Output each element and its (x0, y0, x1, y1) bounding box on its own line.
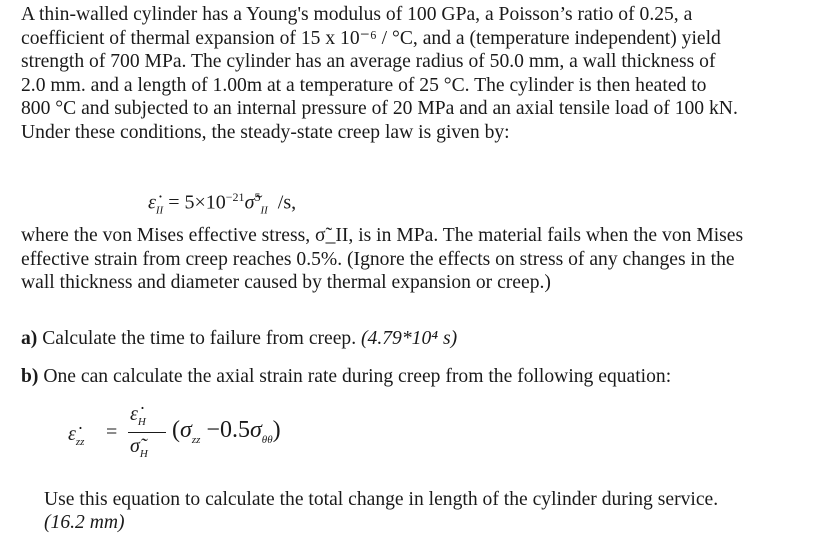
denominator-subscript: H (139, 448, 148, 460)
creep-law-equation (148, 190, 296, 217)
open-paren: ( (172, 417, 180, 443)
equals-sign: = (106, 421, 118, 443)
numerator-symbol: ε̇ (130, 403, 138, 425)
sigma-thetatheta-symbol: σ (249, 417, 262, 443)
strain-rate-subscript: II (155, 204, 164, 217)
minus-half: −0.5 (200, 417, 250, 443)
fraction-bar (128, 432, 166, 433)
conditions-line-2: effective strain from creep reaches 0.5%. (Ignore the effects on stress of any changes in the (21, 248, 735, 270)
axial-strain-rate-equation (68, 395, 328, 461)
axial-lhs-subscript: zz (75, 436, 85, 448)
creep-coefficient: = 5×10 (163, 191, 226, 214)
conditions-paragraph (21, 224, 811, 295)
part-b-answer: (16.2 mm) (44, 512, 125, 534)
part-a (21, 328, 457, 350)
intro-line-5: 800 °C and subjected to an internal pressure of 20 MPa and an axial tensile load of 100 kN. (21, 98, 738, 119)
part-a-label: a) (21, 328, 38, 349)
use-line-1: Use this equation to calculate the total change in length of the cylinder during service. (44, 488, 719, 510)
part-a-text: Calculate the time to failure from creep. (37, 328, 362, 349)
axial-strain-rate-symbol (68, 423, 84, 448)
use-equation-paragraph (44, 488, 718, 535)
intro-line-3: strength of 700 MPa. The cylinder has an average radius of 50.0 mm, a wall thickness of (21, 51, 716, 72)
fraction-denominator (130, 435, 148, 460)
conditions-line-1: where the von Mises effective stress, σ̃_II, is in MPa. The material fails when the von Mises (21, 225, 744, 246)
intro-line-4: 2.0 mm. and a length of 1.00m at a temperature of 25 °C. The cylinder is then heated to (21, 74, 707, 96)
sigma-thetatheta-subscript: θθ (261, 433, 273, 446)
sigma-zz-subscript: zz (191, 433, 201, 446)
stress-difference-term (172, 417, 281, 446)
sigma-subscript: II (260, 204, 268, 217)
part-b-label: b) (21, 366, 39, 387)
part-a-answer: (4.79*10⁴ s) (361, 328, 458, 349)
axial-lhs-symbol: ε̇ (68, 423, 76, 445)
part-b (21, 366, 671, 388)
fraction-numerator (130, 403, 146, 428)
sigma-symbol: σ̃ (244, 191, 255, 214)
conditions-line-3: wall thickness and diameter caused by thermal expansion or creep.) (21, 272, 551, 293)
close-paren: ) (272, 417, 281, 443)
intro-line-1: A thin-walled cylinder has a Young's modulus of 100 GPa, a Poisson’s ratio of 0.25, a (21, 4, 693, 25)
creep-units: /s, (277, 191, 297, 214)
sigma-zz-symbol: σ (180, 417, 192, 443)
intro-line-2: coefficient of thermal expansion of 15 x 10⁻⁶ / °C, and a (temperature independent) yield (21, 27, 721, 49)
sigma-power: 5 (254, 190, 261, 204)
strain-rate-symbol: ε̇ (148, 191, 156, 214)
numerator-subscript: H (137, 416, 146, 428)
denominator-symbol: σ̃ (130, 435, 140, 457)
creep-exponent: −21 (225, 190, 245, 204)
intro-paragraph (21, 3, 811, 144)
intro-line-6: Under these conditions, the steady-state creep law is given by: (21, 121, 510, 143)
part-b-text: One can calculate the axial strain rate during creep from the following equation: (38, 366, 672, 387)
